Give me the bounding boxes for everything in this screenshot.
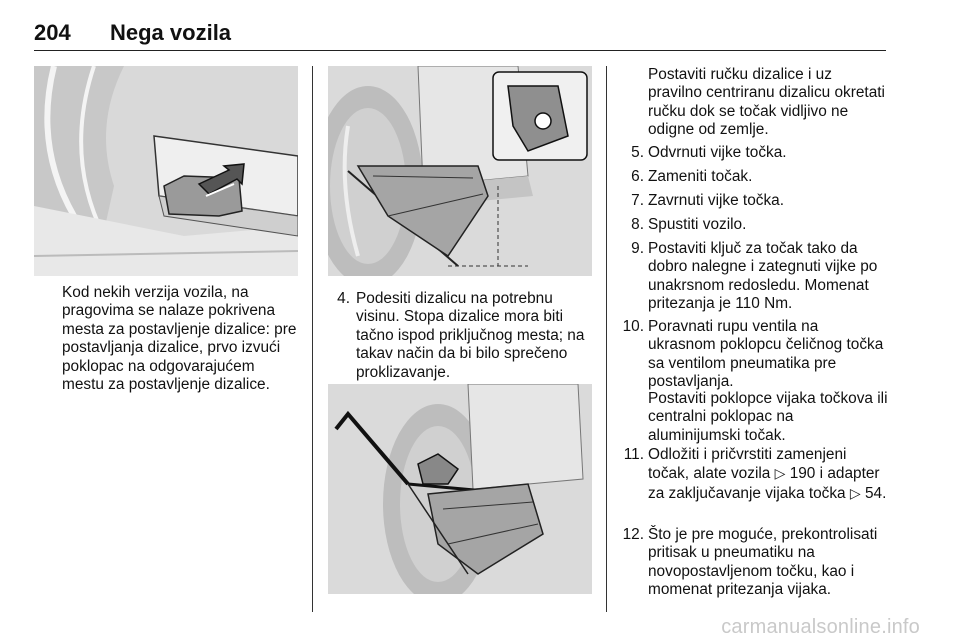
figure-sill-cover	[34, 66, 298, 276]
step-9	[620, 240, 888, 314]
step-text: Što je pre moguće, prekontrolisati pritisak u pneumatiku na novopostavljenom točku, kao i momenat pritezanja vijaka.	[648, 526, 878, 599]
step-number: 5.	[631, 144, 644, 161]
cross-reference-arrow-icon: ▷	[774, 465, 786, 482]
figure-jack-position	[328, 66, 592, 276]
step-number: 8.	[631, 216, 644, 233]
column-divider-left	[312, 66, 313, 612]
step-text: Postaviti ključ za točak tako da dobro nalegne i zategnuti vijke po unakrsnom redosledu. Momenat pritezanja je 110 Nm.	[648, 240, 878, 313]
step-6	[620, 168, 888, 186]
step-text: Podesiti dizalicu na potrebnu visinu. Stopa dizalice mora biti tačno ispod priključnog mesta; na takav način da bi bilo sprečeno proklizavanje.	[356, 290, 585, 381]
step-4	[332, 290, 594, 382]
step-10	[610, 318, 888, 392]
step-8	[620, 216, 888, 234]
step-number: 7.	[631, 192, 644, 209]
page-number: 204	[34, 20, 71, 45]
page-header	[34, 14, 886, 52]
step-11-text-a: Odložiti i pričvrstiti zamenjeni točak, alate vozila	[648, 446, 847, 483]
step-text: Poravnati rupu ventila na ukrasnom poklopcu čeličnog točka sa ventilom pneumatika pre postavljanja.	[648, 318, 884, 391]
figure-jack-handle	[328, 384, 592, 594]
step-text: Spustiti vozilo.	[648, 216, 747, 233]
step-number: 9.	[631, 240, 644, 257]
step-number: 4.	[337, 290, 350, 307]
page-reference-link[interactable]: 54.	[864, 484, 887, 502]
step-number: 10.	[622, 318, 644, 335]
step-11	[610, 446, 888, 503]
column-divider-right	[606, 66, 607, 612]
intro-paragraph: Kod nekih verzija vozila, na pragovima se nalaze pokrivena mesta za postavljenje dizalice: pre postavljanja dizalice, prvo izvući poklopac na odgovarajućem mestu za postavljenje dizalice.	[62, 284, 297, 394]
step-number: 6.	[631, 168, 644, 185]
step-number: 12.	[622, 526, 644, 543]
watermark: carmanualsonline.info	[721, 616, 920, 638]
page-reference-link[interactable]: 190	[789, 465, 816, 483]
step-text: Zameniti točak.	[648, 168, 753, 185]
page-title: Nega vozila	[110, 20, 232, 45]
step-text: Odvrnuti vijke točka.	[648, 144, 787, 161]
header-rule	[34, 50, 886, 51]
step-7	[620, 192, 888, 210]
step-11-text-b: i adapter za zaključavanje vijaka točka	[648, 465, 880, 502]
paragraph-jack-handle: Postaviti ručku dizalice i uz pravilno centriranu dizalicu okretati ručku dok se točak vidljivo ne odigne od zemlje.	[648, 66, 885, 139]
step-number: 11.	[623, 446, 644, 463]
step-5	[620, 144, 888, 162]
step-text: Zavrnuti vijke točka.	[648, 192, 784, 209]
step-12	[610, 526, 888, 600]
cross-reference-arrow-icon: ▷	[849, 484, 861, 501]
paragraph-wheel-covers: Postaviti poklopce vijaka točkova ili centralni poklopac na aluminijumski točak.	[648, 390, 888, 444]
step-text	[644, 446, 888, 503]
